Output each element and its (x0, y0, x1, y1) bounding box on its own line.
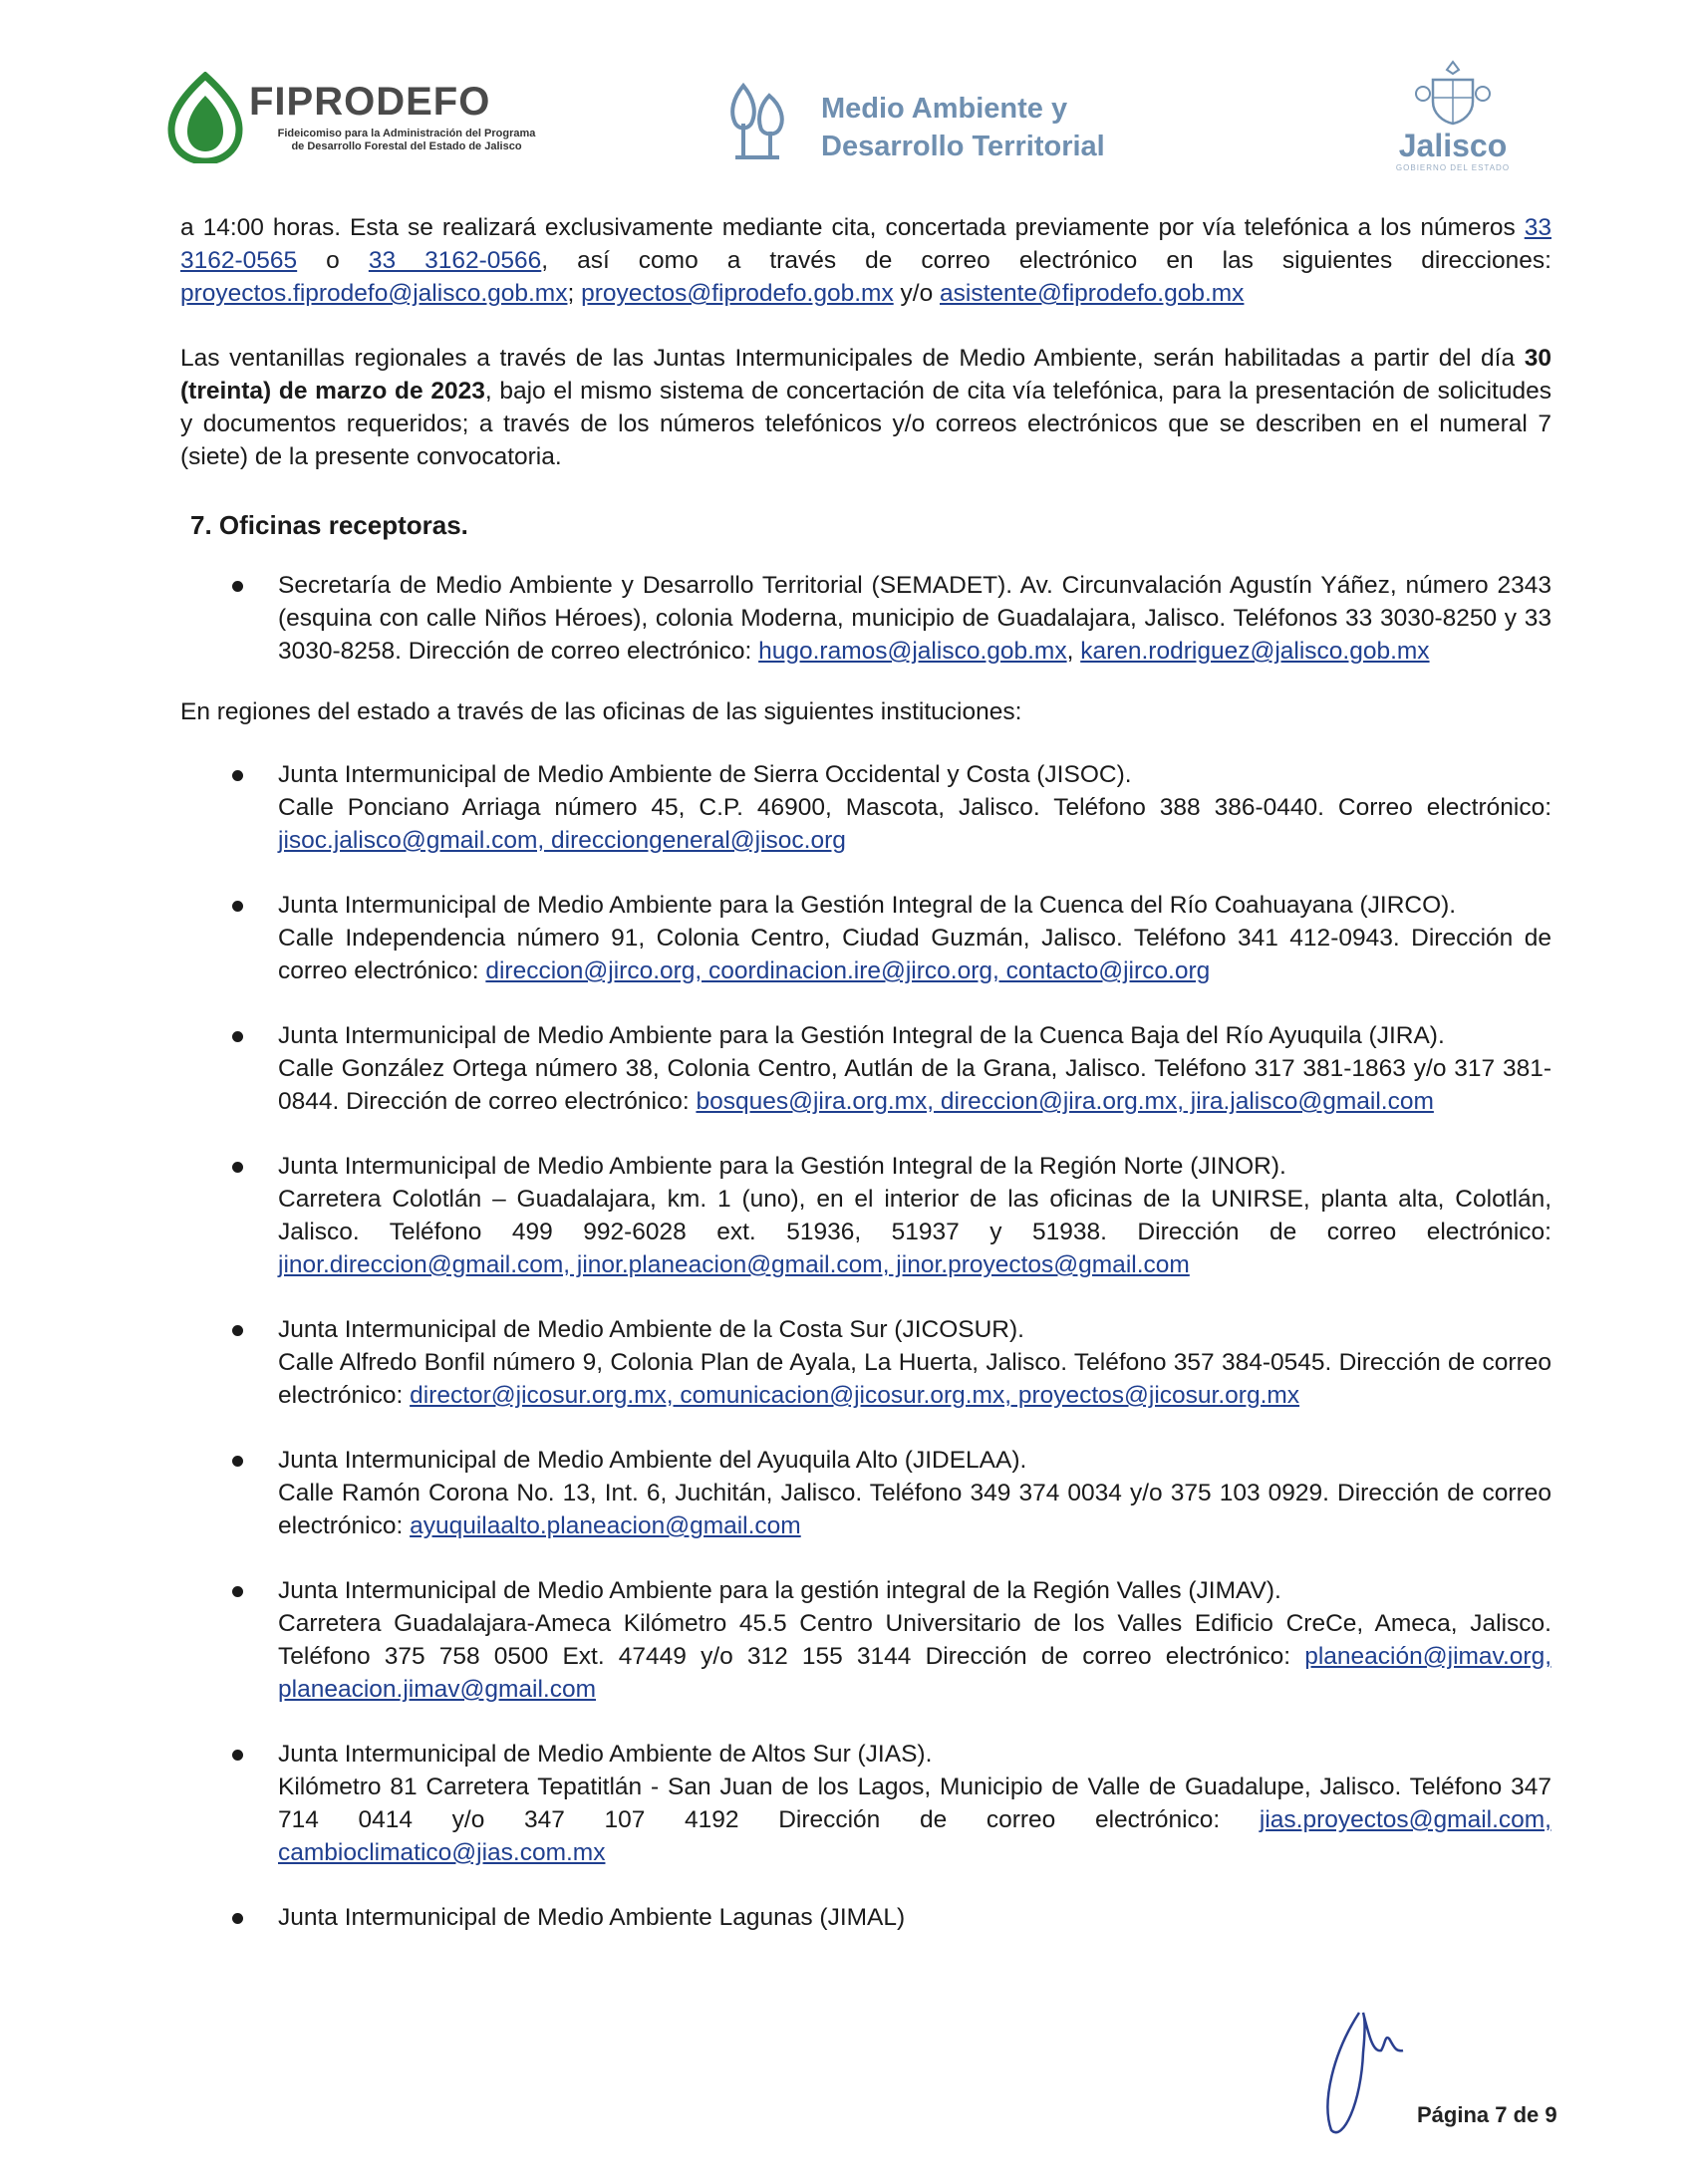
semadet-logo (725, 78, 1184, 167)
document-body (180, 211, 1551, 1966)
crest-icon (1413, 58, 1493, 128)
list-item (180, 1574, 1551, 1706)
bullet-icon (232, 581, 243, 592)
page-number: Página 7 de 9 (1417, 2102, 1557, 2127)
office-name: Junta Intermunicipal de Medio Ambiente para la Gestión Integral de la Cuenca Baja del Río Ayuquila (JIRA). (278, 1022, 1445, 1049)
office-name: Junta Intermunicipal de Medio Ambiente para la gestión integral de la Región Valles (JIMAV). (278, 1577, 1281, 1604)
office-details: Calle Ponciano Arriaga número 45, C.P. 46900, Mascota, Jalisco. Teléfono 388 386-0440. Correo electrónico: (278, 794, 1551, 821)
office-name: Junta Intermunicipal de Medio Ambiente para la Gestión Integral de la Región Norte (JINOR). (278, 1153, 1286, 1180)
bullet-icon (232, 1750, 243, 1761)
email-link-2[interactable]: proyectos@fiprodefo.gob.mx (581, 280, 894, 307)
jalisco-subtitle: GOBIERNO DEL ESTADO (1395, 163, 1511, 172)
bullet-icon (232, 1031, 243, 1042)
office-details: Kilómetro 81 Carretera Tepatitlán - San Juan de los Lagos, Municipio de Valle de Guadalupe, Jalisco. Teléfono 347 714 0414 y/o 347 107 4192 Dirección de correo electrónico: (278, 1774, 1551, 1833)
regions-intro: En regiones del estado a través de las oficinas de las siguientes instituciones: (180, 698, 1022, 725)
list-item (180, 1738, 1551, 1869)
office-emails[interactable]: jisoc.jalisco@gmail.com, direcciongeneral@jisoc.org (278, 827, 846, 854)
office-details: Calle Independencia número 91, Colonia Centro, Ciudad Guzmán, Jalisco. Teléfono 341 412-0943. Dirección de correo electrónico: (278, 925, 1551, 984)
list-item (180, 889, 1551, 987)
bullet-icon (232, 1162, 243, 1173)
office-details: Calle González Ortega número 38, Colonia Centro, Autlán de la Grana, Jalisco. Teléfono 317 381-1863 y/o 317 381-0844. Dirección de correo electrónico: (278, 1055, 1551, 1115)
semadet-list (180, 569, 1551, 668)
bullet-icon (232, 1586, 243, 1597)
bullet-icon (232, 1456, 243, 1467)
office-emails[interactable]: director@jicosur.org.mx, comunicacion@jicosur.org.mx, proyectos@jicosur.org.mx (410, 1382, 1300, 1409)
jalisco-logo (1383, 58, 1523, 177)
semadet-title: Medio Ambiente y Desarrollo Territorial (821, 93, 1105, 162)
office-name: Junta Intermunicipal de Medio Ambiente de la Costa Sur (JICOSUR). (278, 1316, 1024, 1343)
office-details: Carretera Guadalajara-Ameca Kilómetro 45.5 Centro Universitario de los Valles Edificio CreCe, Ameca, Jalisco. Teléfono 375 758 0500 Ext. 47449 y/o 312 155 3144 Dirección de correo electrónico: (278, 1610, 1551, 1670)
page-header (0, 0, 1690, 199)
list-item (180, 1313, 1551, 1412)
email-link-3[interactable]: asistente@fiprodefo.gob.mx (940, 280, 1245, 307)
bullet-icon (232, 1913, 243, 1924)
office-emails[interactable]: planeación@jimav.org, planeacion.jimav@gmail.com (278, 1643, 1551, 1703)
office-emails[interactable]: direccion@jirco.org, coordinacion.ire@jirco.org, contacto@jirco.org (485, 957, 1211, 984)
offices-list (180, 758, 1551, 1934)
email-link[interactable]: hugo.ramos@jalisco.gob.mx (758, 638, 1067, 665)
office-emails[interactable]: bosques@jira.org.mx, direccion@jira.org.mx, jira.jalisco@gmail.com (696, 1088, 1434, 1115)
office-name: Junta Intermunicipal de Medio Ambiente Lagunas (JIMAL) (278, 1904, 906, 1931)
office-details: Calle Alfredo Bonfil número 9, Colonia Plan de Ayala, La Huerta, Jalisco. Teléfono 357 384-0545. Dirección de correo electrónico: (278, 1349, 1551, 1409)
bullet-icon (232, 1325, 243, 1336)
list-item (180, 1019, 1551, 1118)
list-item (180, 1444, 1551, 1542)
list-item (180, 1150, 1551, 1281)
office-name: Junta Intermunicipal de Medio Ambiente de Sierra Occidental y Costa (JISOC). (278, 761, 1132, 788)
trees-icon (725, 78, 789, 163)
office-details: Carretera Colotlán – Guadalajara, km. 1 (uno), en el interior de las oficinas de la UNIRSE, planta alta, Colotlán, Jalisco. Teléfono 499 992-6028 ext. 51936, 51937 y 51938. Dirección de correo electrónico: (278, 1186, 1551, 1245)
email-link-1[interactable]: proyectos.fiprodefo@jalisco.gob.mx (180, 280, 568, 307)
leaf-emblem-icon (167, 72, 243, 163)
jalisco-name: Jalisco (1398, 128, 1508, 163)
fiprodefo-subtitle: Fideicomiso para la Administración del Programa de Desarrollo Forestal del Estado de Jalisco (277, 128, 536, 152)
intro-paragraph-2: Las ventanillas regionales a través de las Juntas Intermunicipales de Medio Ambiente, serán habilitadas a partir del día 30 (treinta) de marzo de 2023, bajo el mismo sistema de concertación de cita vía telefónica, para la presentación de solicitudes y documentos requeridos; a través de los números telefónicos y/o correos electrónicos que se describen en el numeral 7 (siete) de la presente convocatoria. (180, 345, 1551, 470)
section-heading: 7. Oficinas receptoras. (190, 510, 468, 540)
list-item (180, 758, 1551, 857)
office-name: Junta Intermunicipal de Medio Ambiente para la Gestión Integral de la Cuenca del Río Coahuayana (JIRCO). (278, 892, 1457, 919)
office-emails[interactable]: jinor.direccion@gmail.com, jinor.planeacion@gmail.com, jinor.proyectos@gmail.com (278, 1251, 1190, 1278)
office-emails[interactable]: ayuquilaalto.planeacion@gmail.com (410, 1512, 801, 1539)
office-name: Junta Intermunicipal de Medio Ambiente de Altos Sur (JIAS). (278, 1741, 933, 1768)
office-emails[interactable]: jias.proyectos@gmail.com, cambioclimatico@jias.com.mx (278, 1806, 1551, 1866)
bullet-icon (232, 770, 243, 781)
signature-icon (1303, 1993, 1413, 2142)
list-item: Secretaría de Medio Ambiente y Desarrollo Territorial (SEMADET). Av. Circunvalación Agustín Yáñez, número 2343 (esquina con calle Niños Héroes), colonia Moderna, municipio de Guadalajara, Jalisco. Teléfonos 33 3030-8250 y 33 3030-8258. Dirección de correo electrónico: hugo.ramos@jalisco.gob.mx, karen.rodriguez@jalisco.gob.mx (180, 569, 1551, 668)
bullet-icon (232, 901, 243, 912)
fiprodefo-logo (167, 72, 566, 171)
email-link[interactable]: karen.rodriguez@jalisco.gob.mx (1080, 638, 1430, 665)
office-details: Calle Ramón Corona No. 13, Int. 6, Juchitán, Jalisco. Teléfono 349 374 0034 y/o 375 103 0929. Dirección de correo electrónico: (278, 1480, 1551, 1539)
phone-link-2[interactable]: 33 3162-0566 (368, 247, 542, 274)
fiprodefo-title: FIPRODEFO (249, 80, 491, 124)
intro-paragraph-1: a 14:00 horas. Esta se realizará exclusivamente mediante cita, concertada previamente por vía telefónica a los números 33 3162-0565 o 33 3162-0566, así como a través de correo electrónico en las siguientes direcciones: proyectos.fiprodefo@jalisco.gob.mx; proyectos@fiprodefo.gob.mx y/o asistente@fiprodefo.gob.mx (180, 214, 1551, 307)
phone-link-1[interactable]: 33 3162-0565 (180, 214, 1551, 274)
office-name: Junta Intermunicipal de Medio Ambiente del Ayuquila Alto (JIDELAA). (278, 1447, 1027, 1474)
list-item (180, 1901, 1551, 1934)
